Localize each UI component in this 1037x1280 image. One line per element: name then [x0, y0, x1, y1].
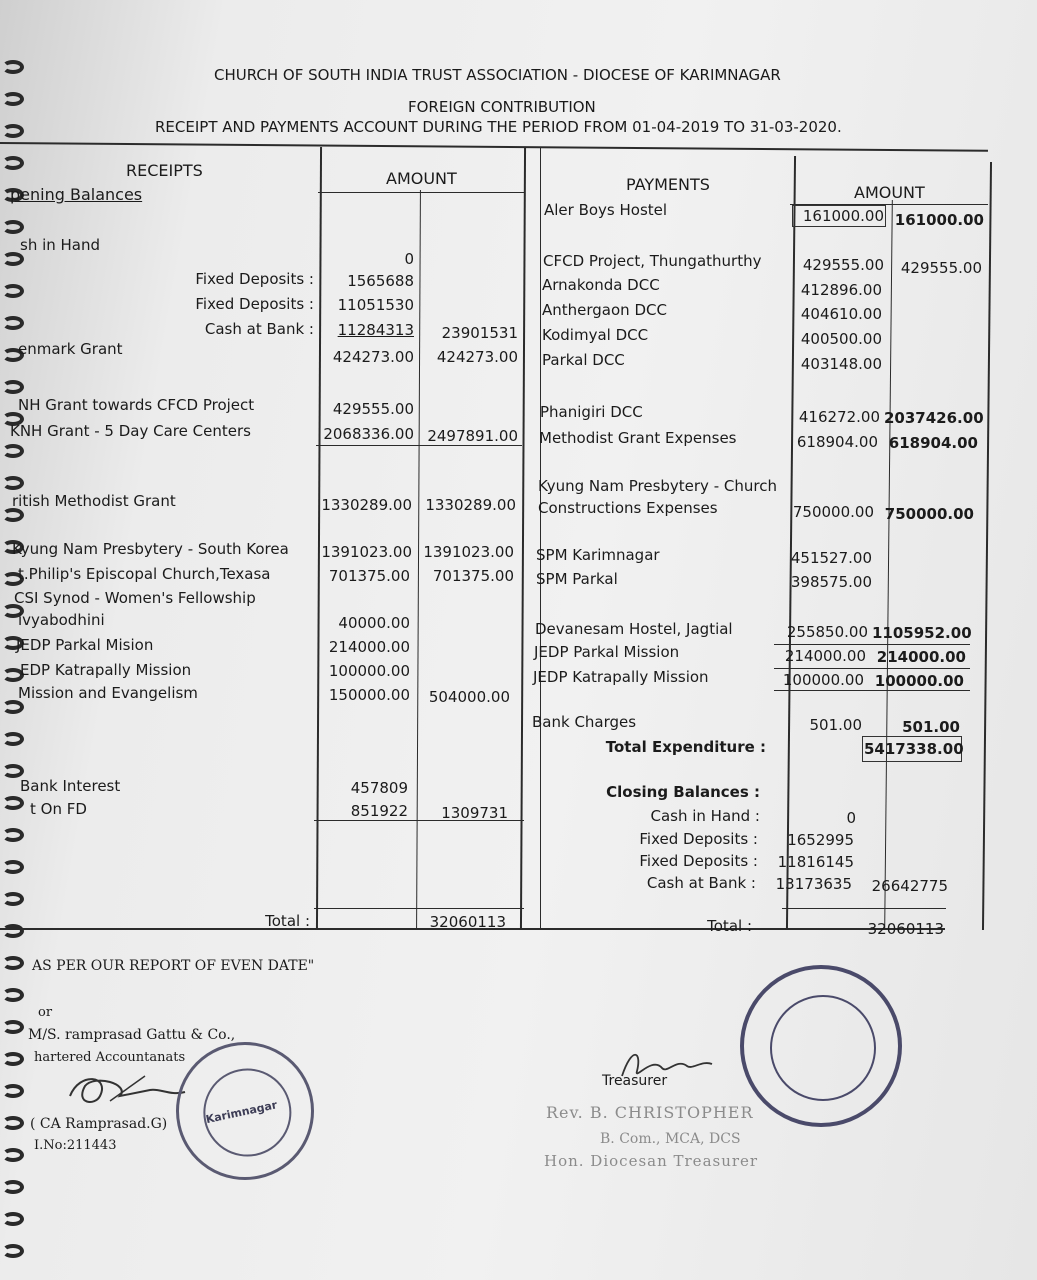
interest-fd-value: 851922 [350, 802, 408, 820]
payments-total-value: 32060113 [867, 920, 944, 938]
british-methodist-value: 1330289.00 [321, 496, 412, 514]
kyung-nam-value: 1391023.00 [321, 543, 412, 561]
jedp-parkal-exp-total: 214000.00 [876, 648, 966, 666]
closing-fd2-value: 11816145 [777, 853, 854, 871]
report-note: AS PER OUR REPORT OF EVEN DATE" [32, 958, 315, 974]
seal-center-text: Karimnagar [204, 1098, 279, 1127]
st-philip-total: 701375.00 [432, 567, 514, 585]
jedp-katrapally-exp-total: 100000.00 [874, 672, 964, 690]
jedp-katrapally-exp-value: 100000.00 [782, 671, 864, 689]
mission-value: 150000.00 [328, 686, 410, 704]
st-philip-label: t.Philip's Episcopal Church,Texasa [18, 565, 271, 583]
opening-total: 23901531 [441, 324, 518, 342]
cfcd-total: 429555.00 [900, 259, 982, 277]
st-philip-value: 701375.00 [328, 567, 410, 585]
anthergaon-label: Anthergaon DCC [542, 301, 667, 319]
kyung-nam-label: Kyung Nam Presbytery - South Korea [12, 540, 289, 558]
opening-balances-label: pening Balances [10, 185, 143, 204]
arnakonda-value: 412896.00 [800, 281, 882, 299]
col-divider-4 [540, 148, 541, 930]
devanesam-total: 1105952.00 [872, 624, 972, 642]
dcc-total: 2037426.00 [884, 409, 984, 427]
denmark-value: 424273.00 [332, 348, 414, 366]
closing-balances-label: Closing Balances : [606, 783, 760, 801]
col-divider-3 [520, 148, 526, 930]
cash-in-hand-value: 0 [404, 250, 414, 268]
bank-charges-total: 501.00 [902, 718, 960, 736]
closing-cash-hand-value: 0 [846, 809, 856, 827]
arnakonda-label: Arnakonda DCC [542, 276, 660, 294]
amount-header-rule-left [318, 192, 524, 193]
jedp-parkal-exp-value: 214000.00 [784, 647, 866, 665]
spm-parkal-value: 398575.00 [790, 573, 872, 591]
treasurer-label: Treasurer [602, 1073, 668, 1089]
cash-in-hand-label: sh in Hand [20, 236, 101, 254]
british-methodist-label: ritish Methodist Grant [12, 492, 176, 510]
divyabodhini-value: 40000.00 [338, 614, 410, 632]
kyung-nam-total: 1391023.00 [423, 543, 514, 561]
closing-bank-label: Cash at Bank : [646, 874, 756, 892]
title-line-3: RECEIPT AND PAYMENTS ACCOUNT DURING THE PERIOD FROM 01-04-2019 TO 31-03-2020. [155, 118, 842, 136]
jedp-katrapally-label: EDP Katrapally Mission [20, 661, 192, 679]
cash-at-bank-value: 11284313 [337, 321, 414, 339]
bank-interest-label: Bank Interest [20, 777, 121, 795]
treasurer-qualifications: B. Com., MCA, DCS [600, 1131, 741, 1147]
receipts-heading: RECEIPTS [126, 161, 203, 180]
cfcd-value: 429555.00 [802, 256, 884, 274]
table-top-border [0, 142, 988, 152]
payments-heading: PAYMENTS [626, 175, 710, 194]
parkal-dcc-value: 403148.00 [800, 355, 882, 373]
rule-jedp-1 [774, 644, 970, 645]
bank-charges-value: 501.00 [809, 716, 862, 734]
jedp-katrapally-value: 100000.00 [328, 662, 410, 680]
phanigiri-value: 416272.00 [798, 408, 880, 426]
methodist-exp-value: 618904.00 [796, 433, 878, 451]
british-methodist-total: 1330289.00 [425, 496, 516, 514]
interest-total: 1309731 [441, 804, 508, 822]
knh-total: 2497891.00 [427, 427, 518, 445]
kodimyal-label: Kodimyal DCC [542, 326, 649, 344]
ca-signature [50, 1066, 190, 1116]
kyung-exp-total: 750000.00 [884, 505, 974, 523]
title-line-2: FOREIGN CONTRIBUTION [408, 98, 596, 116]
rule-after-knh [316, 445, 522, 446]
ca-name: ( CA Ramprasad.G) [30, 1116, 168, 1132]
jedp-katrapally-exp-label: JEDP Katrapally Mission [533, 668, 709, 686]
closing-fd1-label: Fixed Deposits : [639, 830, 758, 848]
methodist-exp-label: Methodist Grant Expenses [539, 429, 737, 447]
total-expenditure-value: 5417338.00 [864, 740, 964, 758]
knh-cfcd-label: NH Grant towards CFCD Project [18, 396, 255, 414]
receipts-total-value: 32060113 [429, 913, 506, 931]
anthergaon-value: 404610.00 [800, 305, 882, 323]
kodimyal-value: 400500.00 [800, 330, 882, 348]
fd1-value: 1565688 [347, 272, 414, 290]
total-expenditure-label: Total Expenditure : [605, 738, 766, 756]
spiral-binding [0, 40, 30, 1280]
cfcd-label: CFCD Project, Thungathurthy [543, 252, 762, 270]
mission-label: Mission and Evangelism [18, 684, 198, 702]
divyabodhini-label: ivyabodhini [18, 611, 105, 629]
devanesam-label: Devanesam Hostel, Jagtial [535, 620, 733, 638]
interest-fd-label: t On FD [30, 800, 87, 818]
closing-total: 26642775 [871, 877, 948, 895]
bank-interest-value: 457809 [350, 779, 408, 797]
knh-dcc-label: KNH Grant - 5 Day Care Centers [10, 422, 251, 440]
rule-jedp-2 [774, 668, 970, 669]
spm-karimnagar-label: SPM Karimnagar [536, 546, 660, 564]
receipts-total-label: Total : [265, 912, 310, 930]
col-divider-6 [884, 200, 893, 930]
fd2-value: 11051530 [337, 296, 414, 314]
spm-karimnagar-value: 451527.00 [790, 549, 872, 567]
aler-total: 161000.00 [894, 211, 984, 229]
bank-charges-label: Bank Charges [532, 713, 637, 731]
closing-fd1-value: 1652995 [787, 831, 854, 849]
closing-fd2-label: Fixed Deposits : [639, 852, 758, 870]
for-label: or [38, 1005, 53, 1020]
jedp-parkal-label: JEDP Parkal Mision [16, 636, 154, 654]
jedp-parkal-exp-label: JEDP Parkal Mission [534, 643, 680, 661]
phanigiri-label: Phanigiri DCC [540, 403, 643, 421]
fd2-label: Fixed Deposits : [195, 295, 314, 313]
rule-before-total-left [314, 908, 524, 909]
ca-firm-seal [163, 1029, 327, 1193]
closing-bank-value: 13173635 [775, 875, 852, 893]
mission-total: 504000.00 [428, 688, 510, 706]
devanesam-value: 255850.00 [786, 623, 868, 641]
table-right-border [982, 162, 992, 930]
methodist-exp-total: 618904.00 [888, 434, 978, 452]
denmark-total: 424273.00 [436, 348, 518, 366]
closing-cash-hand-label: Cash in Hand : [650, 807, 760, 825]
treasurer-title: Hon. Diocesan Treasurer [544, 1152, 759, 1170]
parkal-dcc-label: Parkal DCC [542, 351, 625, 369]
kyung-exp-value: 750000.00 [792, 503, 874, 521]
aler-value: 161000.00 [802, 207, 884, 225]
kyung-exp-label-2: Constructions Expenses [538, 499, 718, 517]
chartered-accountants: hartered Accountanats [34, 1050, 186, 1065]
membership-number: I.No:211443 [34, 1138, 117, 1153]
csi-synod-label: CSI Synod - Women's Fellowship [14, 589, 256, 607]
diocese-seal [740, 965, 902, 1127]
kyung-exp-label-1: Kyung Nam Presbytery - Church [538, 477, 777, 495]
knh-cfcd-value: 429555.00 [332, 400, 414, 418]
payments-total-label: Total : [707, 917, 752, 935]
knh-dcc-value: 2068336.00 [323, 425, 414, 443]
jedp-parkal-value: 214000.00 [328, 638, 410, 656]
denmark-label: enmark Grant [18, 340, 123, 358]
rule-before-total-right [782, 908, 946, 909]
title-line-1: CHURCH OF SOUTH INDIA TRUST ASSOCIATION - DIOCESE OF KARIMNAGAR [214, 66, 781, 84]
aler-label: Aler Boys Hostel [544, 201, 668, 219]
treasurer-name: Rev. B. CHRISTOPHER [546, 1103, 754, 1122]
spm-parkal-label: SPM Parkal [536, 570, 618, 588]
rule-jedp-3 [774, 690, 970, 691]
amount-heading-left: AMOUNT [386, 169, 457, 188]
cash-at-bank-label: Cash at Bank : [204, 320, 314, 338]
fd1-label: Fixed Deposits : [195, 270, 314, 288]
firm-name: M/S. ramprasad Gattu & Co., [28, 1027, 236, 1043]
amount-heading-right: AMOUNT [854, 183, 925, 202]
